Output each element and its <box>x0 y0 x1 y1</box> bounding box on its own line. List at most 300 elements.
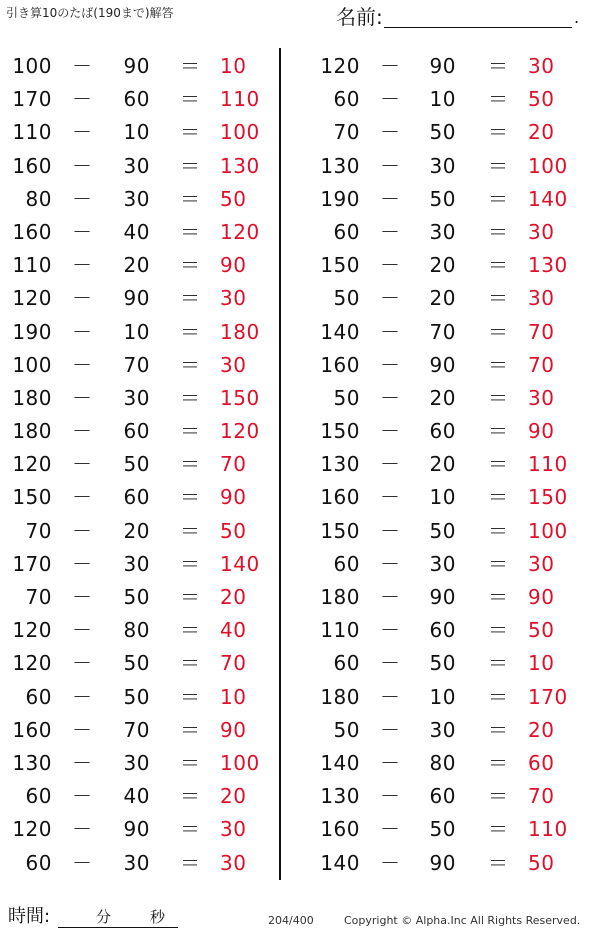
equals-sign: ＝ <box>488 120 509 145</box>
minuend: 60 <box>25 784 52 809</box>
problem-row <box>0 448 280 481</box>
answer: 140 <box>220 551 260 576</box>
problem-row <box>300 316 580 349</box>
minus-sign: － <box>72 585 93 609</box>
answer: 30 <box>528 551 555 576</box>
subtrahend: 90 <box>123 817 150 842</box>
subtrahend: 50 <box>429 651 456 676</box>
minuend: 120 <box>12 452 52 477</box>
minuend: 100 <box>12 54 52 78</box>
subtrahend: 70 <box>123 352 150 377</box>
answer: 30 <box>220 850 247 875</box>
answer: 110 <box>220 87 260 112</box>
name-field-area <box>336 4 586 30</box>
minus-sign: － <box>72 850 93 875</box>
equals-sign: ＝ <box>488 452 509 477</box>
subtrahend: 30 <box>123 750 150 775</box>
minus-sign: － <box>72 419 93 444</box>
subtrahend: 50 <box>123 651 150 676</box>
equals-sign: ＝ <box>180 585 201 609</box>
answer: 20 <box>528 717 555 742</box>
problem-row <box>300 249 580 282</box>
minus-sign: － <box>72 750 93 775</box>
subtrahend: 30 <box>123 385 150 410</box>
minus-sign: － <box>72 684 93 709</box>
minuend: 80 <box>25 186 52 211</box>
equals-sign: ＝ <box>488 551 509 576</box>
minuend: 60 <box>333 219 360 244</box>
answer: 50 <box>220 186 247 211</box>
answer: 50 <box>528 87 555 112</box>
equals-sign: ＝ <box>180 186 201 211</box>
copyright-notice: Copyright © Alpha.Inc All Rights Reserved. <box>344 914 581 927</box>
subtrahend: 50 <box>429 120 456 145</box>
equals-sign: ＝ <box>488 219 509 244</box>
answer: 170 <box>528 684 568 709</box>
subtrahend: 30 <box>429 551 456 576</box>
minus-sign: － <box>72 87 93 112</box>
minuend: 140 <box>320 750 360 775</box>
problem-row <box>300 382 580 415</box>
minus-sign: － <box>72 54 93 78</box>
problem-row <box>300 216 580 249</box>
answer: 130 <box>528 253 568 278</box>
minus-sign: － <box>380 120 401 145</box>
minus-sign: － <box>380 618 401 643</box>
subtrahend: 50 <box>123 452 150 477</box>
time-label: 時間: <box>8 906 51 927</box>
equals-sign: ＝ <box>180 817 201 842</box>
minuend: 180 <box>320 585 360 609</box>
answer: 20 <box>528 120 555 145</box>
subtrahend: 80 <box>429 750 456 775</box>
minuend: 140 <box>320 319 360 344</box>
equals-sign: ＝ <box>488 385 509 410</box>
answer: 100 <box>220 120 260 145</box>
subtrahend: 20 <box>429 253 456 278</box>
minuend: 60 <box>333 651 360 676</box>
minus-sign: － <box>72 186 93 211</box>
problem-row <box>300 847 580 880</box>
problem-row <box>300 515 580 548</box>
equals-sign: ＝ <box>180 618 201 643</box>
time-field-area <box>8 906 188 930</box>
minuend: 110 <box>320 618 360 643</box>
minus-sign: － <box>72 286 93 311</box>
problem-row <box>300 448 580 481</box>
minus-sign: － <box>380 286 401 311</box>
equals-sign: ＝ <box>180 120 201 145</box>
minus-sign: － <box>380 817 401 842</box>
minus-sign: － <box>380 253 401 278</box>
problem-row <box>0 282 280 315</box>
minus-sign: － <box>72 717 93 742</box>
minus-sign: － <box>380 485 401 510</box>
problem-row <box>0 249 280 282</box>
minutes-label: 分 <box>96 908 112 926</box>
equals-sign: ＝ <box>180 87 201 112</box>
minuend: 130 <box>320 452 360 477</box>
minus-sign: － <box>72 120 93 145</box>
equals-sign: ＝ <box>488 618 509 643</box>
minus-sign: － <box>380 684 401 709</box>
worksheet-title: 引き算10のたば(190まで)解答 <box>6 6 174 20</box>
minuend: 150 <box>320 419 360 444</box>
problem-row <box>300 282 580 315</box>
answer: 180 <box>220 319 260 344</box>
answer: 10 <box>528 651 555 676</box>
subtrahend: 80 <box>123 618 150 643</box>
minus-sign: － <box>380 551 401 576</box>
equals-sign: ＝ <box>488 684 509 709</box>
subtrahend: 90 <box>429 352 456 377</box>
subtrahend: 50 <box>123 585 150 609</box>
minuend: 120 <box>12 651 52 676</box>
problem-row <box>300 813 580 846</box>
minus-sign: － <box>72 153 93 178</box>
problem-row <box>0 83 280 116</box>
problem-row <box>300 714 580 747</box>
minuend: 50 <box>333 286 360 311</box>
minuend: 120 <box>12 817 52 842</box>
subtrahend: 10 <box>429 485 456 510</box>
equals-sign: ＝ <box>180 784 201 809</box>
answer: 100 <box>528 518 568 543</box>
minuend: 120 <box>320 54 360 78</box>
problem-row <box>0 847 280 880</box>
answer: 10 <box>220 684 247 709</box>
answer: 40 <box>220 618 247 643</box>
subtrahend: 60 <box>429 419 456 444</box>
minus-sign: － <box>380 219 401 244</box>
problem-row <box>0 382 280 415</box>
minus-sign: － <box>380 319 401 344</box>
problem-row <box>300 116 580 149</box>
equals-sign: ＝ <box>180 717 201 742</box>
time-underline <box>58 927 178 928</box>
equals-sign: ＝ <box>488 651 509 676</box>
answer: 60 <box>528 750 555 775</box>
subtrahend: 60 <box>123 419 150 444</box>
minus-sign: － <box>380 419 401 444</box>
problem-row <box>300 481 580 514</box>
minus-sign: － <box>380 385 401 410</box>
problem-row <box>0 681 280 714</box>
problem-row <box>300 747 580 780</box>
subtrahend: 20 <box>429 385 456 410</box>
minuend: 60 <box>333 87 360 112</box>
minuend: 60 <box>25 684 52 709</box>
equals-sign: ＝ <box>180 850 201 875</box>
answer: 30 <box>220 817 247 842</box>
answer: 130 <box>220 153 260 178</box>
problem-row <box>300 780 580 813</box>
answer: 110 <box>528 452 568 477</box>
minuend: 190 <box>12 319 52 344</box>
equals-sign: ＝ <box>180 219 201 244</box>
minus-sign: － <box>380 87 401 112</box>
minus-sign: － <box>72 452 93 477</box>
problem-row <box>300 349 580 382</box>
problem-row <box>0 813 280 846</box>
equals-sign: ＝ <box>488 485 509 510</box>
subtrahend: 60 <box>429 618 456 643</box>
minuend: 150 <box>12 485 52 510</box>
subtrahend: 10 <box>123 120 150 145</box>
problem-row <box>0 349 280 382</box>
problem-row <box>300 647 580 680</box>
minus-sign: － <box>380 585 401 609</box>
subtrahend: 20 <box>123 518 150 543</box>
minus-sign: － <box>380 784 401 809</box>
equals-sign: ＝ <box>180 286 201 311</box>
minus-sign: － <box>72 618 93 643</box>
equals-sign: ＝ <box>488 518 509 543</box>
minus-sign: － <box>380 850 401 875</box>
subtrahend: 20 <box>429 286 456 311</box>
problem-row <box>0 515 280 548</box>
answer: 100 <box>528 153 568 178</box>
answer: 30 <box>528 54 555 78</box>
minuend: 160 <box>12 219 52 244</box>
answer: 100 <box>220 750 260 775</box>
minus-sign: － <box>380 518 401 543</box>
subtrahend: 30 <box>429 219 456 244</box>
problem-row <box>0 548 280 581</box>
subtrahend: 90 <box>429 585 456 609</box>
equals-sign: ＝ <box>488 850 509 875</box>
problem-row <box>300 681 580 714</box>
minuend: 160 <box>320 817 360 842</box>
page-number: 204/400 <box>268 914 314 927</box>
equals-sign: ＝ <box>180 352 201 377</box>
answer: 50 <box>528 850 555 875</box>
minuend: 160 <box>320 352 360 377</box>
minus-sign: － <box>72 219 93 244</box>
minus-sign: － <box>72 352 93 377</box>
subtrahend: 70 <box>123 717 150 742</box>
answer: 110 <box>528 817 568 842</box>
answer: 140 <box>528 186 568 211</box>
equals-sign: ＝ <box>180 651 201 676</box>
answer: 90 <box>528 585 555 609</box>
minuend: 70 <box>25 585 52 609</box>
minuend: 50 <box>333 717 360 742</box>
subtrahend: 90 <box>123 54 150 78</box>
answer: 120 <box>220 419 260 444</box>
minuend: 70 <box>25 518 52 543</box>
problem-row <box>0 614 280 647</box>
equals-sign: ＝ <box>180 253 201 278</box>
minuend: 170 <box>12 551 52 576</box>
minus-sign: － <box>380 352 401 377</box>
problem-row <box>0 714 280 747</box>
minus-sign: － <box>72 253 93 278</box>
minuend: 120 <box>12 286 52 311</box>
equals-sign: ＝ <box>180 452 201 477</box>
equals-sign: ＝ <box>180 518 201 543</box>
problem-row <box>0 415 280 448</box>
problem-row <box>300 548 580 581</box>
problem-row <box>300 50 580 83</box>
minus-sign: － <box>72 651 93 676</box>
problem-row <box>0 216 280 249</box>
subtrahend: 30 <box>123 850 150 875</box>
minuend: 160 <box>12 717 52 742</box>
problem-row <box>0 647 280 680</box>
minuend: 160 <box>320 485 360 510</box>
equals-sign: ＝ <box>488 817 509 842</box>
equals-sign: ＝ <box>180 54 201 78</box>
problem-row <box>300 581 580 614</box>
name-underline <box>384 27 572 28</box>
minuend: 150 <box>320 253 360 278</box>
minuend: 70 <box>333 120 360 145</box>
problem-row <box>300 183 580 216</box>
subtrahend: 30 <box>429 717 456 742</box>
problem-row <box>0 316 280 349</box>
equals-sign: ＝ <box>180 385 201 410</box>
problem-row <box>0 183 280 216</box>
minuend: 130 <box>320 784 360 809</box>
minuend: 50 <box>333 385 360 410</box>
equals-sign: ＝ <box>488 352 509 377</box>
subtrahend: 90 <box>123 286 150 311</box>
minuend: 120 <box>12 618 52 643</box>
minus-sign: － <box>380 651 401 676</box>
subtrahend: 20 <box>123 253 150 278</box>
subtrahend: 90 <box>429 54 456 78</box>
minuend: 150 <box>320 518 360 543</box>
answer: 70 <box>220 651 247 676</box>
subtrahend: 40 <box>123 784 150 809</box>
answer: 70 <box>220 452 247 477</box>
answer: 30 <box>528 385 555 410</box>
equals-sign: ＝ <box>488 87 509 112</box>
answer: 90 <box>220 717 247 742</box>
minuend: 160 <box>12 153 52 178</box>
subtrahend: 30 <box>123 186 150 211</box>
answer: 10 <box>220 54 247 78</box>
minuend: 130 <box>12 750 52 775</box>
minuend: 140 <box>320 850 360 875</box>
answer: 70 <box>528 319 555 344</box>
minuend: 170 <box>12 87 52 112</box>
column-divider <box>279 48 281 880</box>
minus-sign: － <box>380 452 401 477</box>
subtrahend: 30 <box>123 551 150 576</box>
answer: 30 <box>220 352 247 377</box>
minuend: 60 <box>333 551 360 576</box>
subtrahend: 60 <box>123 87 150 112</box>
problem-row <box>0 50 280 83</box>
answer: 50 <box>220 518 247 543</box>
answer: 50 <box>528 618 555 643</box>
problem-row <box>0 481 280 514</box>
equals-sign: ＝ <box>488 784 509 809</box>
minus-sign: － <box>72 551 93 576</box>
answer: 30 <box>528 219 555 244</box>
minuend: 190 <box>320 186 360 211</box>
answer: 150 <box>220 385 260 410</box>
minuend: 100 <box>12 352 52 377</box>
equals-sign: ＝ <box>488 186 509 211</box>
answer: 120 <box>220 219 260 244</box>
minus-sign: － <box>72 518 93 543</box>
minuend: 130 <box>320 153 360 178</box>
equals-sign: ＝ <box>488 717 509 742</box>
minuend: 110 <box>12 120 52 145</box>
equals-sign: ＝ <box>488 54 509 78</box>
equals-sign: ＝ <box>180 419 201 444</box>
subtrahend: 40 <box>123 219 150 244</box>
subtrahend: 10 <box>429 684 456 709</box>
equals-sign: ＝ <box>180 153 201 178</box>
problem-row <box>300 83 580 116</box>
minus-sign: － <box>380 750 401 775</box>
equals-sign: ＝ <box>488 253 509 278</box>
subtrahend: 70 <box>429 319 456 344</box>
minus-sign: － <box>72 784 93 809</box>
subtrahend: 60 <box>123 485 150 510</box>
subtrahend: 20 <box>429 452 456 477</box>
subtrahend: 50 <box>429 817 456 842</box>
answer: 90 <box>220 253 247 278</box>
subtrahend: 50 <box>123 684 150 709</box>
problem-row <box>300 614 580 647</box>
answer: 30 <box>528 286 555 311</box>
problem-row <box>0 747 280 780</box>
answer: 20 <box>220 784 247 809</box>
equals-sign: ＝ <box>488 750 509 775</box>
answer: 90 <box>528 419 555 444</box>
subtrahend: 50 <box>429 186 456 211</box>
minuend: 180 <box>12 385 52 410</box>
minus-sign: － <box>380 186 401 211</box>
subtrahend: 30 <box>123 153 150 178</box>
minus-sign: － <box>72 319 93 344</box>
equals-sign: ＝ <box>488 286 509 311</box>
equals-sign: ＝ <box>488 153 509 178</box>
answer: 30 <box>220 286 247 311</box>
subtrahend: 10 <box>123 319 150 344</box>
equals-sign: ＝ <box>488 585 509 609</box>
answer: 70 <box>528 352 555 377</box>
answer: 150 <box>528 485 568 510</box>
minus-sign: － <box>72 385 93 410</box>
subtrahend: 90 <box>429 850 456 875</box>
name-end-dot: . <box>574 8 580 27</box>
equals-sign: ＝ <box>180 319 201 344</box>
minuend: 110 <box>12 253 52 278</box>
problem-row <box>0 150 280 183</box>
seconds-label: 秒 <box>150 908 166 926</box>
name-label: 名前: <box>336 5 383 29</box>
problem-row <box>0 116 280 149</box>
left-problem-column <box>0 50 280 880</box>
minuend: 180 <box>12 419 52 444</box>
equals-sign: ＝ <box>180 485 201 510</box>
subtrahend: 50 <box>429 518 456 543</box>
minus-sign: － <box>380 717 401 742</box>
subtrahend: 60 <box>429 784 456 809</box>
subtrahend: 10 <box>429 87 456 112</box>
answer: 70 <box>528 784 555 809</box>
minus-sign: － <box>380 153 401 178</box>
subtrahend: 30 <box>429 153 456 178</box>
equals-sign: ＝ <box>488 319 509 344</box>
answer: 90 <box>220 485 247 510</box>
